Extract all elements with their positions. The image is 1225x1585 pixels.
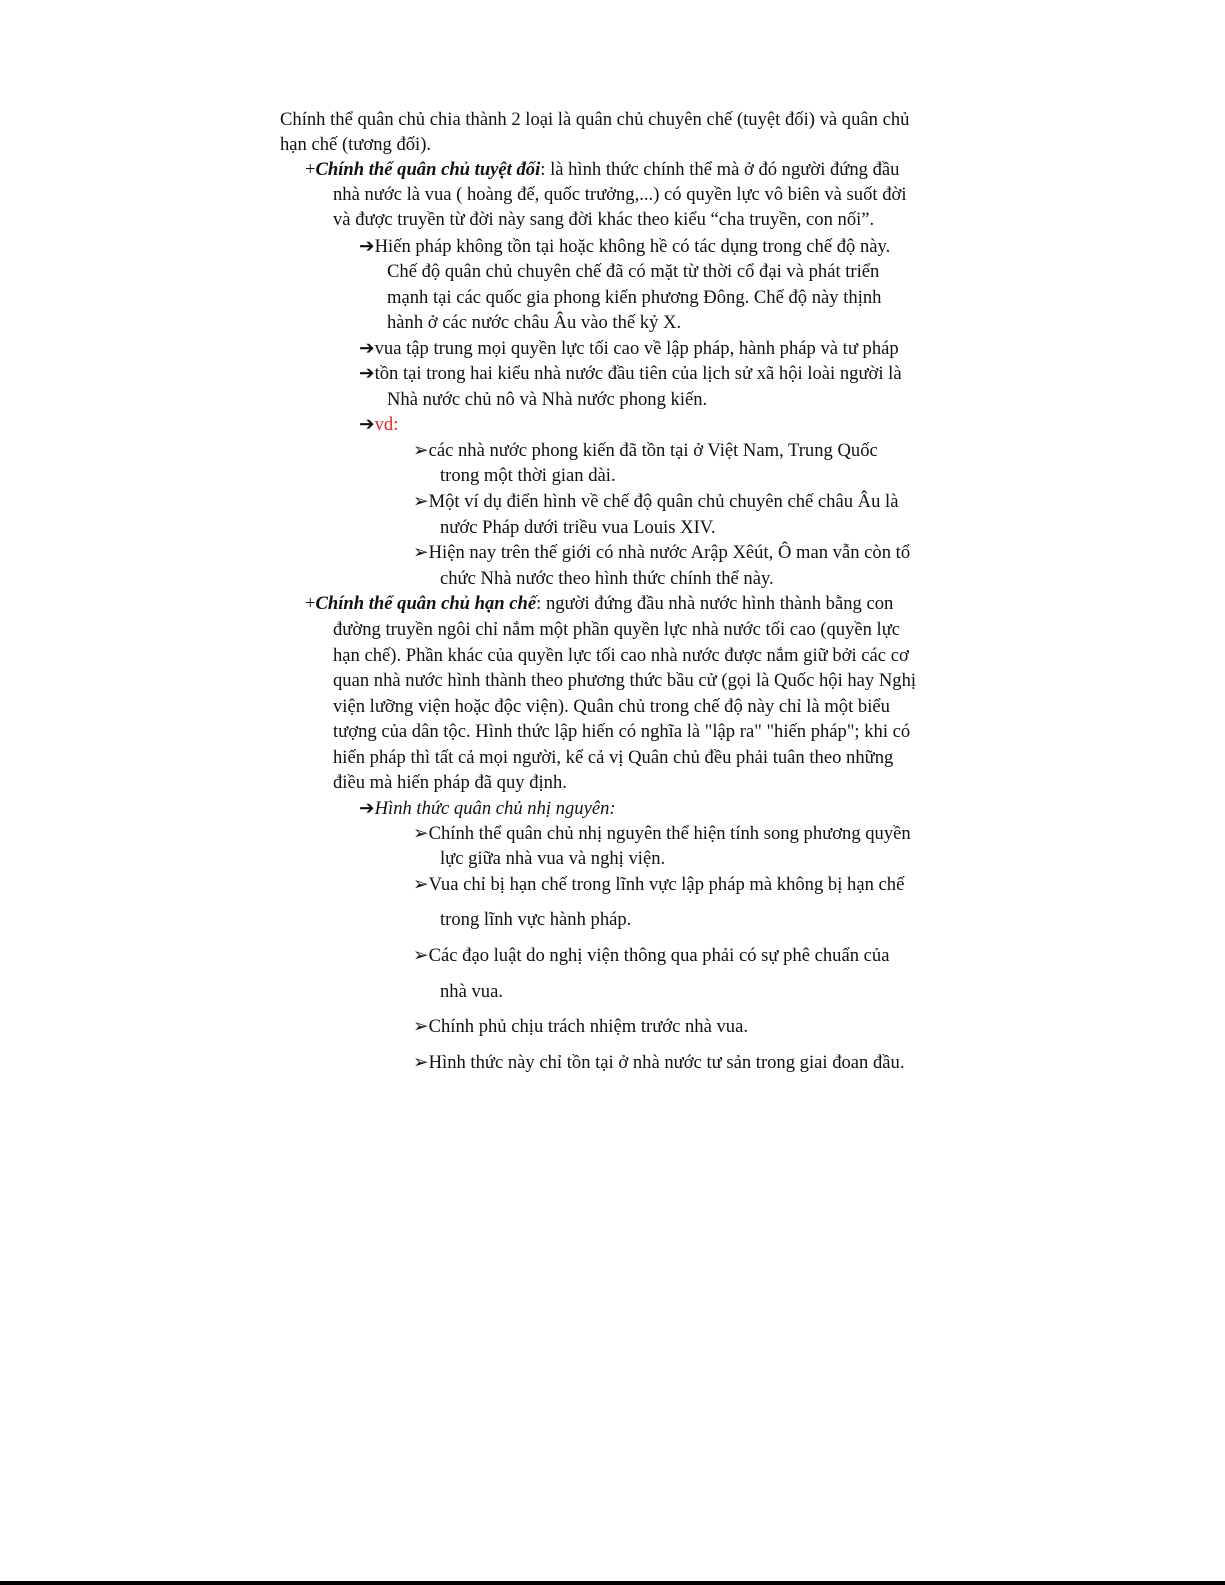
example-item (413, 540, 910, 565)
example-continuation: trong một thời gian dài. (440, 465, 616, 486)
arrowhead-bullet-icon: ➢ (413, 440, 429, 461)
arrowhead-bullet-icon: ➢ (413, 1052, 429, 1073)
arrowhead-bullet-icon: ➢ (413, 491, 429, 512)
arrow-right-icon: ➔ (359, 798, 375, 819)
limited-definition-line: quan nhà nước hình thành theo phương thức bầu cử (gọi là Quốc hội hay Nghị (333, 670, 917, 691)
point-continuation: mạnh tại các quốc gia phong kiến phương Đông. Chế độ này thịnh (387, 287, 882, 308)
arrowhead-bullet-icon: ➢ (413, 874, 429, 895)
plus-sign: + (305, 593, 316, 614)
arrow-point-examples (359, 412, 398, 437)
dual-item (413, 821, 911, 846)
arrow-right-icon: ➔ (359, 338, 375, 359)
limited-definition-line: điều mà hiến pháp đã quy định. (333, 772, 567, 793)
plus-sign: + (305, 159, 316, 180)
point-continuation: hành ở các nước châu Âu vào thế kỷ X. (387, 312, 682, 333)
examples-label: vd: (374, 414, 399, 435)
example-item (413, 438, 878, 463)
example-text: Hiện nay trên thế giới có nhà nước Arập Xêút, Ô man vẫn còn tổ (428, 542, 911, 563)
intro-line-2: hạn chế (tương đối). (280, 134, 432, 155)
arrow-right-icon: ➔ (359, 363, 375, 384)
arrow-point-king-power (359, 336, 899, 361)
example-text: Một ví dụ điển hình về chế độ quân chủ chuyên chế châu Âu là (428, 491, 899, 512)
dual-text: Chính phủ chịu trách nhiệm trước nhà vua. (428, 1016, 748, 1037)
arrowhead-bullet-icon: ➢ (413, 823, 429, 844)
limited-definition-line: tượng của dân tộc. Hình thức lập hiến có nghĩa là "lập ra" "hiến pháp"; khi có (333, 721, 911, 742)
point-text: tồn tại trong hai kiểu nhà nước đầu tiên của lịch sử xã hội loài người là (374, 363, 902, 384)
dual-continuation: trong lĩnh vực hành pháp. (440, 909, 632, 930)
limited-definition-line: đường truyền ngôi chỉ nắm một phần quyền lực nhà nước tối cao (quyền lực (333, 619, 901, 640)
limited-monarchy-term: Chính thể quân chủ hạn chế (315, 593, 537, 614)
absolute-definition-line-3: và được truyền từ đời này sang đời khác theo kiểu “cha truyền, con nối”. (333, 209, 875, 230)
arrowhead-bullet-icon: ➢ (413, 542, 429, 563)
limited-definition-line: hiến pháp thì tất cả mọi người, kể cả vị Quân chủ đều phải tuân theo những (333, 747, 894, 768)
point-text: vua tập trung mọi quyền lực tối cao về lập pháp, hành pháp và tư pháp (374, 338, 899, 359)
example-continuation: chức Nhà nước theo hình thức chính thể này. (440, 568, 774, 589)
limited-monarchy-definition: : người đứng đầu nhà nước hình thành bằng con (536, 593, 894, 614)
intro-line-1: Chính thể quân chủ chia thành 2 loại là quân chủ chuyên chế (tuyệt đối) và quân chủ (280, 109, 910, 130)
limited-definition-line: hạn chế). Phần khác của quyền lực tối cao nhà nước được nắm giữ bởi các cơ (333, 645, 909, 666)
arrow-point-existence (359, 361, 902, 386)
dual-item (413, 943, 889, 968)
dual-text: Chính thể quân chủ nhị nguyên thể hiện tính song phương quyền (428, 823, 911, 844)
arrow-point-constitution (359, 234, 890, 259)
dual-monarchy-heading (359, 796, 616, 821)
page-bottom-border (0, 1581, 1225, 1585)
example-continuation: nước Pháp dưới triều vua Louis XIV. (440, 517, 716, 538)
dual-item (413, 872, 904, 897)
dual-text: Hình thức này chỉ tồn tại ở nhà nước tư sản trong giai đoan đầu. (428, 1052, 905, 1073)
point-text: Hiến pháp không tồn tại hoặc không hề có tác dụng trong chế độ này. (374, 236, 891, 257)
absolute-monarchy-definition: : là hình thức chính thể mà ở đó người đứng đầu (540, 159, 900, 180)
dual-text: Các đạo luật do nghị viện thông qua phải có sự phê chuẩn của (428, 945, 890, 966)
arrow-right-icon: ➔ (359, 414, 375, 435)
arrow-right-icon: ➔ (359, 236, 375, 257)
dual-text: Vua chỉ bị hạn chế trong lĩnh vực lập pháp mà không bị hạn chế (428, 874, 905, 895)
limited-monarchy-heading (305, 591, 893, 616)
point-continuation: Nhà nước chủ nô và Nhà nước phong kiến. (387, 389, 708, 410)
arrowhead-bullet-icon: ➢ (413, 1016, 429, 1037)
arrowhead-bullet-icon: ➢ (413, 945, 429, 966)
limited-definition-line: viện lưỡng viện hoặc độc viện). Quân chủ trong chế độ này chỉ là một biểu (333, 696, 890, 717)
example-item (413, 489, 898, 514)
absolute-definition-line-2: nhà nước là vua ( hoàng đế, quốc trưởng,...) có quyền lực vô biên và suốt đời (333, 184, 907, 205)
dual-item (413, 1014, 748, 1039)
dual-continuation: lực giữa nhà vua và nghị viện. (440, 848, 666, 869)
absolute-monarchy-heading (305, 157, 899, 182)
dual-monarchy-title: Hình thức quân chủ nhị nguyên: (374, 798, 616, 819)
dual-item (413, 1050, 905, 1075)
example-text: các nhà nước phong kiến đã tồn tại ở Việt Nam, Trung Quốc (428, 440, 878, 461)
point-continuation: Chế độ quân chủ chuyên chế đã có mặt từ thời cổ đại và phát triển (387, 261, 880, 282)
absolute-monarchy-term: Chính thể quân chủ tuyệt đối (315, 159, 541, 180)
dual-continuation: nhà vua. (440, 981, 503, 1002)
